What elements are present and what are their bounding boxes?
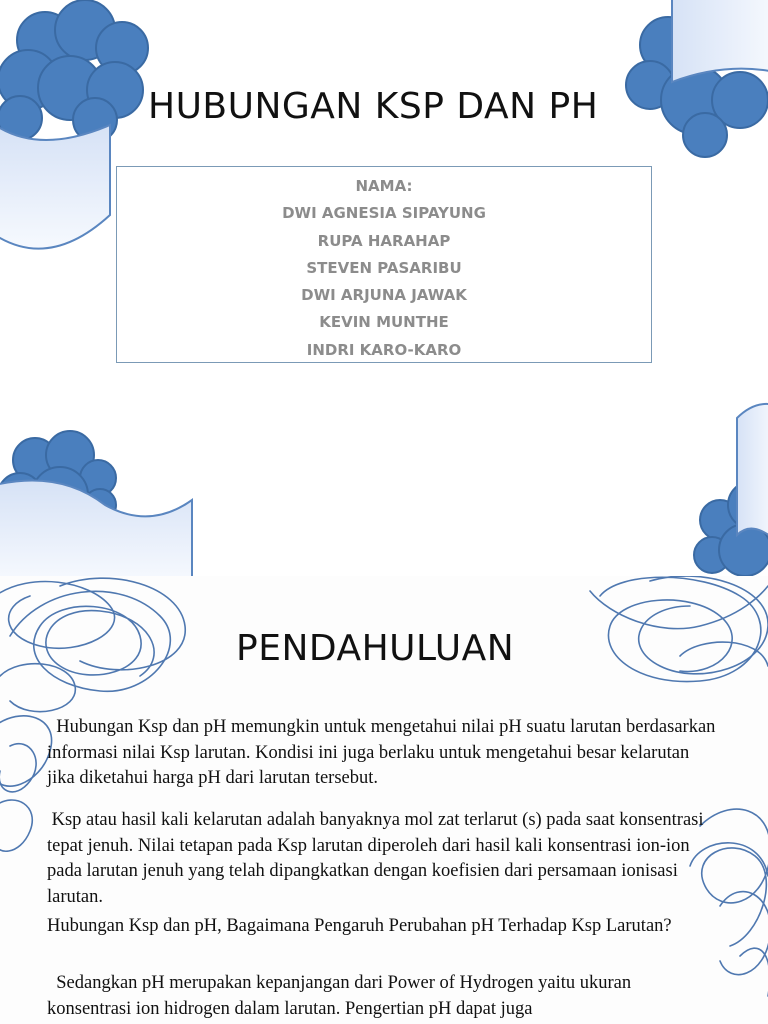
paragraph: Hubungan Ksp dan pH memungkin untuk mengetahui nilai pH suatu larutan berdasarkan informasi nilai Ksp larutan. Kondisi ini juga berlaku untuk mengetahui besar kelarutan jika diketahui harga pH dari larutan tersebut. <box>47 717 721 788</box>
scribble-top-left-icon <box>0 578 185 711</box>
page-title: HUBUNGAN KSP DAN PH <box>148 86 599 127</box>
cloud-top-right-icon <box>626 14 768 157</box>
member-names-box <box>116 166 652 363</box>
member-name: DWI ARJUNA JAWAK <box>301 286 467 305</box>
cloud-bottom-left-icon <box>0 431 116 523</box>
ribbon-bottom-left <box>0 481 192 577</box>
paragraph: Sedangkan pH merupakan kepanjangan dari Power of Hydrogen yaitu ukuran konsentrasi ion hidrogen dalam larutan. Pengertian pH dapat juga <box>47 973 636 1019</box>
paragraph: Hubungan Ksp dan pH, Bagaimana Pengaruh Perubahan pH Terhadap Ksp Larutan? <box>47 916 672 936</box>
cloud-bottom-right-icon <box>694 481 768 576</box>
ribbon-top-left <box>0 125 110 249</box>
ribbon-bottom-right <box>737 404 768 540</box>
member-name: STEVEN PASARIBU <box>306 258 462 277</box>
section-title: PENDAHULUAN <box>236 628 515 669</box>
member-name: INDRI KARO-KARO <box>306 340 462 359</box>
ribbon-top-right <box>672 0 768 82</box>
paragraph: Ksp atau hasil kali kelarutan adalah banyaknya mol zat terlarut (s) pada saat konsentrasi tepat jenuh. Nilai tetapan pada Ksp larutan diperoleh dari hasil kali konsentrasi ion-ion pada larutan jenuh yang telah dipangkatkan dengan koefisien dari persamaan ionisasi larutan. <box>47 810 709 907</box>
member-name: KEVIN MUNTHE <box>319 313 449 332</box>
scribble-top-right-icon <box>590 576 768 682</box>
names-heading: NAMA: <box>355 177 413 195</box>
scribble-left-icon <box>0 716 52 851</box>
slide-introduction <box>0 576 768 1024</box>
member-name: RUPA HARAHAP <box>317 231 451 250</box>
member-name: DWI AGNESIA SIPAYUNG <box>282 204 486 223</box>
cloud-top-left-icon <box>0 0 148 142</box>
